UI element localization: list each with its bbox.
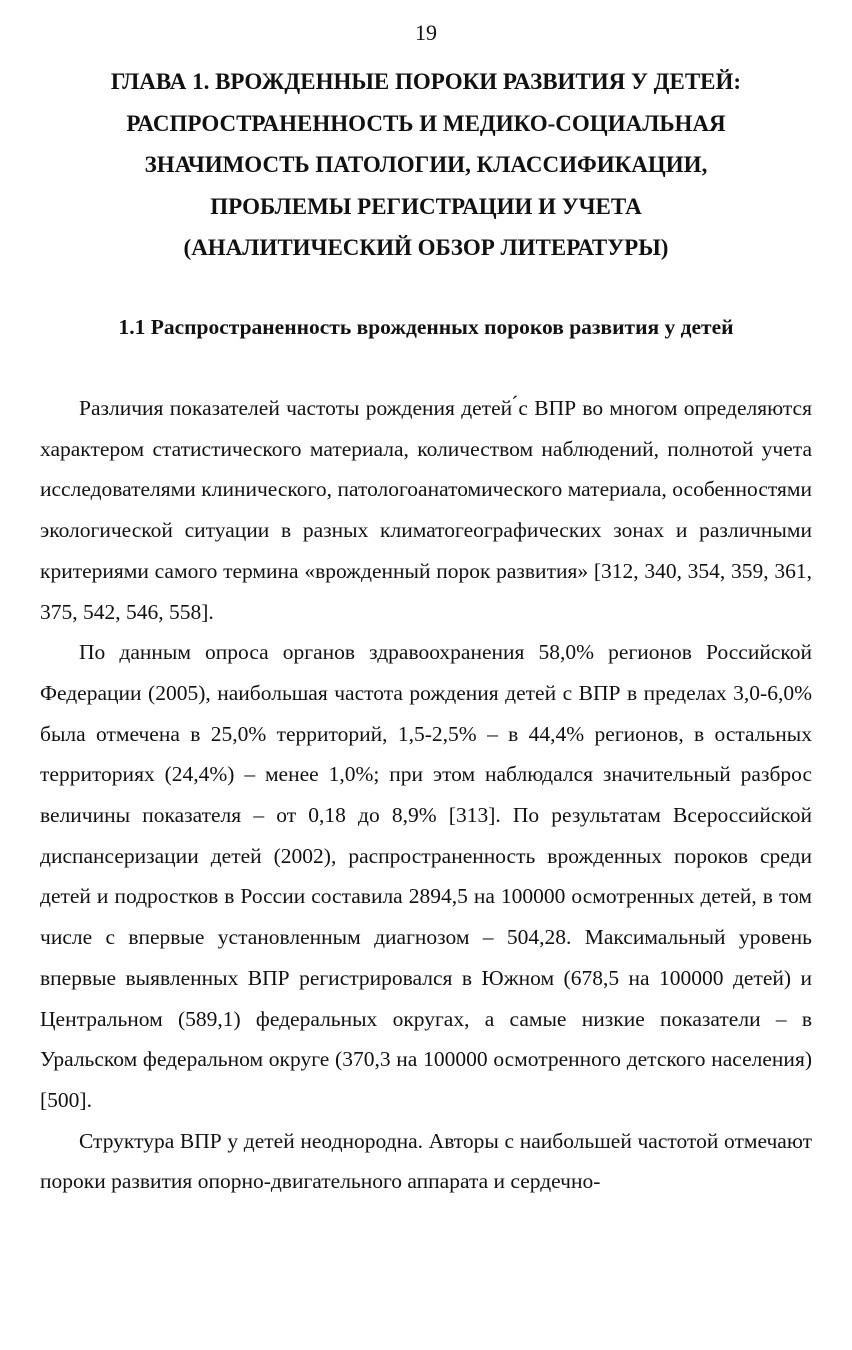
chapter-title-line: (АНАЛИТИЧЕСКИЙ ОБЗОР ЛИТЕРАТУРЫ) xyxy=(183,235,669,260)
body-text xyxy=(40,388,812,1202)
paragraph: Различия показателей частоты рождения детей ́с ВПР во многом определяются характером статистического материала, количеством наблюдений, полнотой учета исследователями клинического, патологоанатомического материала, особенностями экологической ситуации в разных климатогеографических зонах и различными критериями самого термина «врожденный порок развития» [312, 340, 354, 359, 361, 375, 542, 546, 558]. xyxy=(40,396,812,624)
chapter-title-line: ЗНАЧИМОСТЬ ПАТОЛОГИИ, КЛАССИФИКАЦИИ, xyxy=(144,152,708,177)
chapter-title-line: РАСПРОСТРАНЕННОСТЬ И МЕДИКО-СОЦИАЛЬНАЯ xyxy=(126,110,726,136)
section-title: 1.1 Распространенность врожденных пороков развития у детей xyxy=(118,315,734,339)
page-number: 19 xyxy=(415,20,437,45)
paragraph: Структура ВПР у детей неоднородна. Авторы с наибольшей частотой отмечают пороки развития опорно-двигательного аппарата и сердечно- xyxy=(40,1128,812,1194)
chapter-title-line: ПРОБЛЕМЫ РЕГИСТРАЦИИ И УЧЕТА xyxy=(210,193,642,219)
paragraph: По данным опроса органов здравоохранения 58,0% регионов Российской Федерации (2005), наибольшая частота рождения детей с ВПР в пределах 3,0-6,0% была отмечена в 25,0% территорий, 1,5-2,5% – в 44,4% регионов, в остальных территориях (24,4%) – менее 1,0%; при этом наблюдался значительный разброс величины показателя – от 0,18 до 8,9% [313]. По результатам Всероссийской диспансеризации детей (2002), распространенность врожденных пороков среди детей и подростков в России составила 2894,5 на 100000 осмотренных детей, в том числе с впервые установленным диагнозом – 504,28. Максимальный уровень впервые выявленных ВПР регистрировался в Южном (678,5 на 100000 детей) и Центральном (589,1) федеральных округах, а самые низкие показатели – в Уральском федеральном округе (370,3 на 100000 осмотренного детского населения) [500]. xyxy=(40,640,812,1112)
chapter-title-line: ГЛАВА 1. ВРОЖДЕННЫЕ ПОРОКИ РАЗВИТИЯ У ДЕТЕЙ: xyxy=(110,69,742,94)
chapter-title xyxy=(40,61,812,269)
